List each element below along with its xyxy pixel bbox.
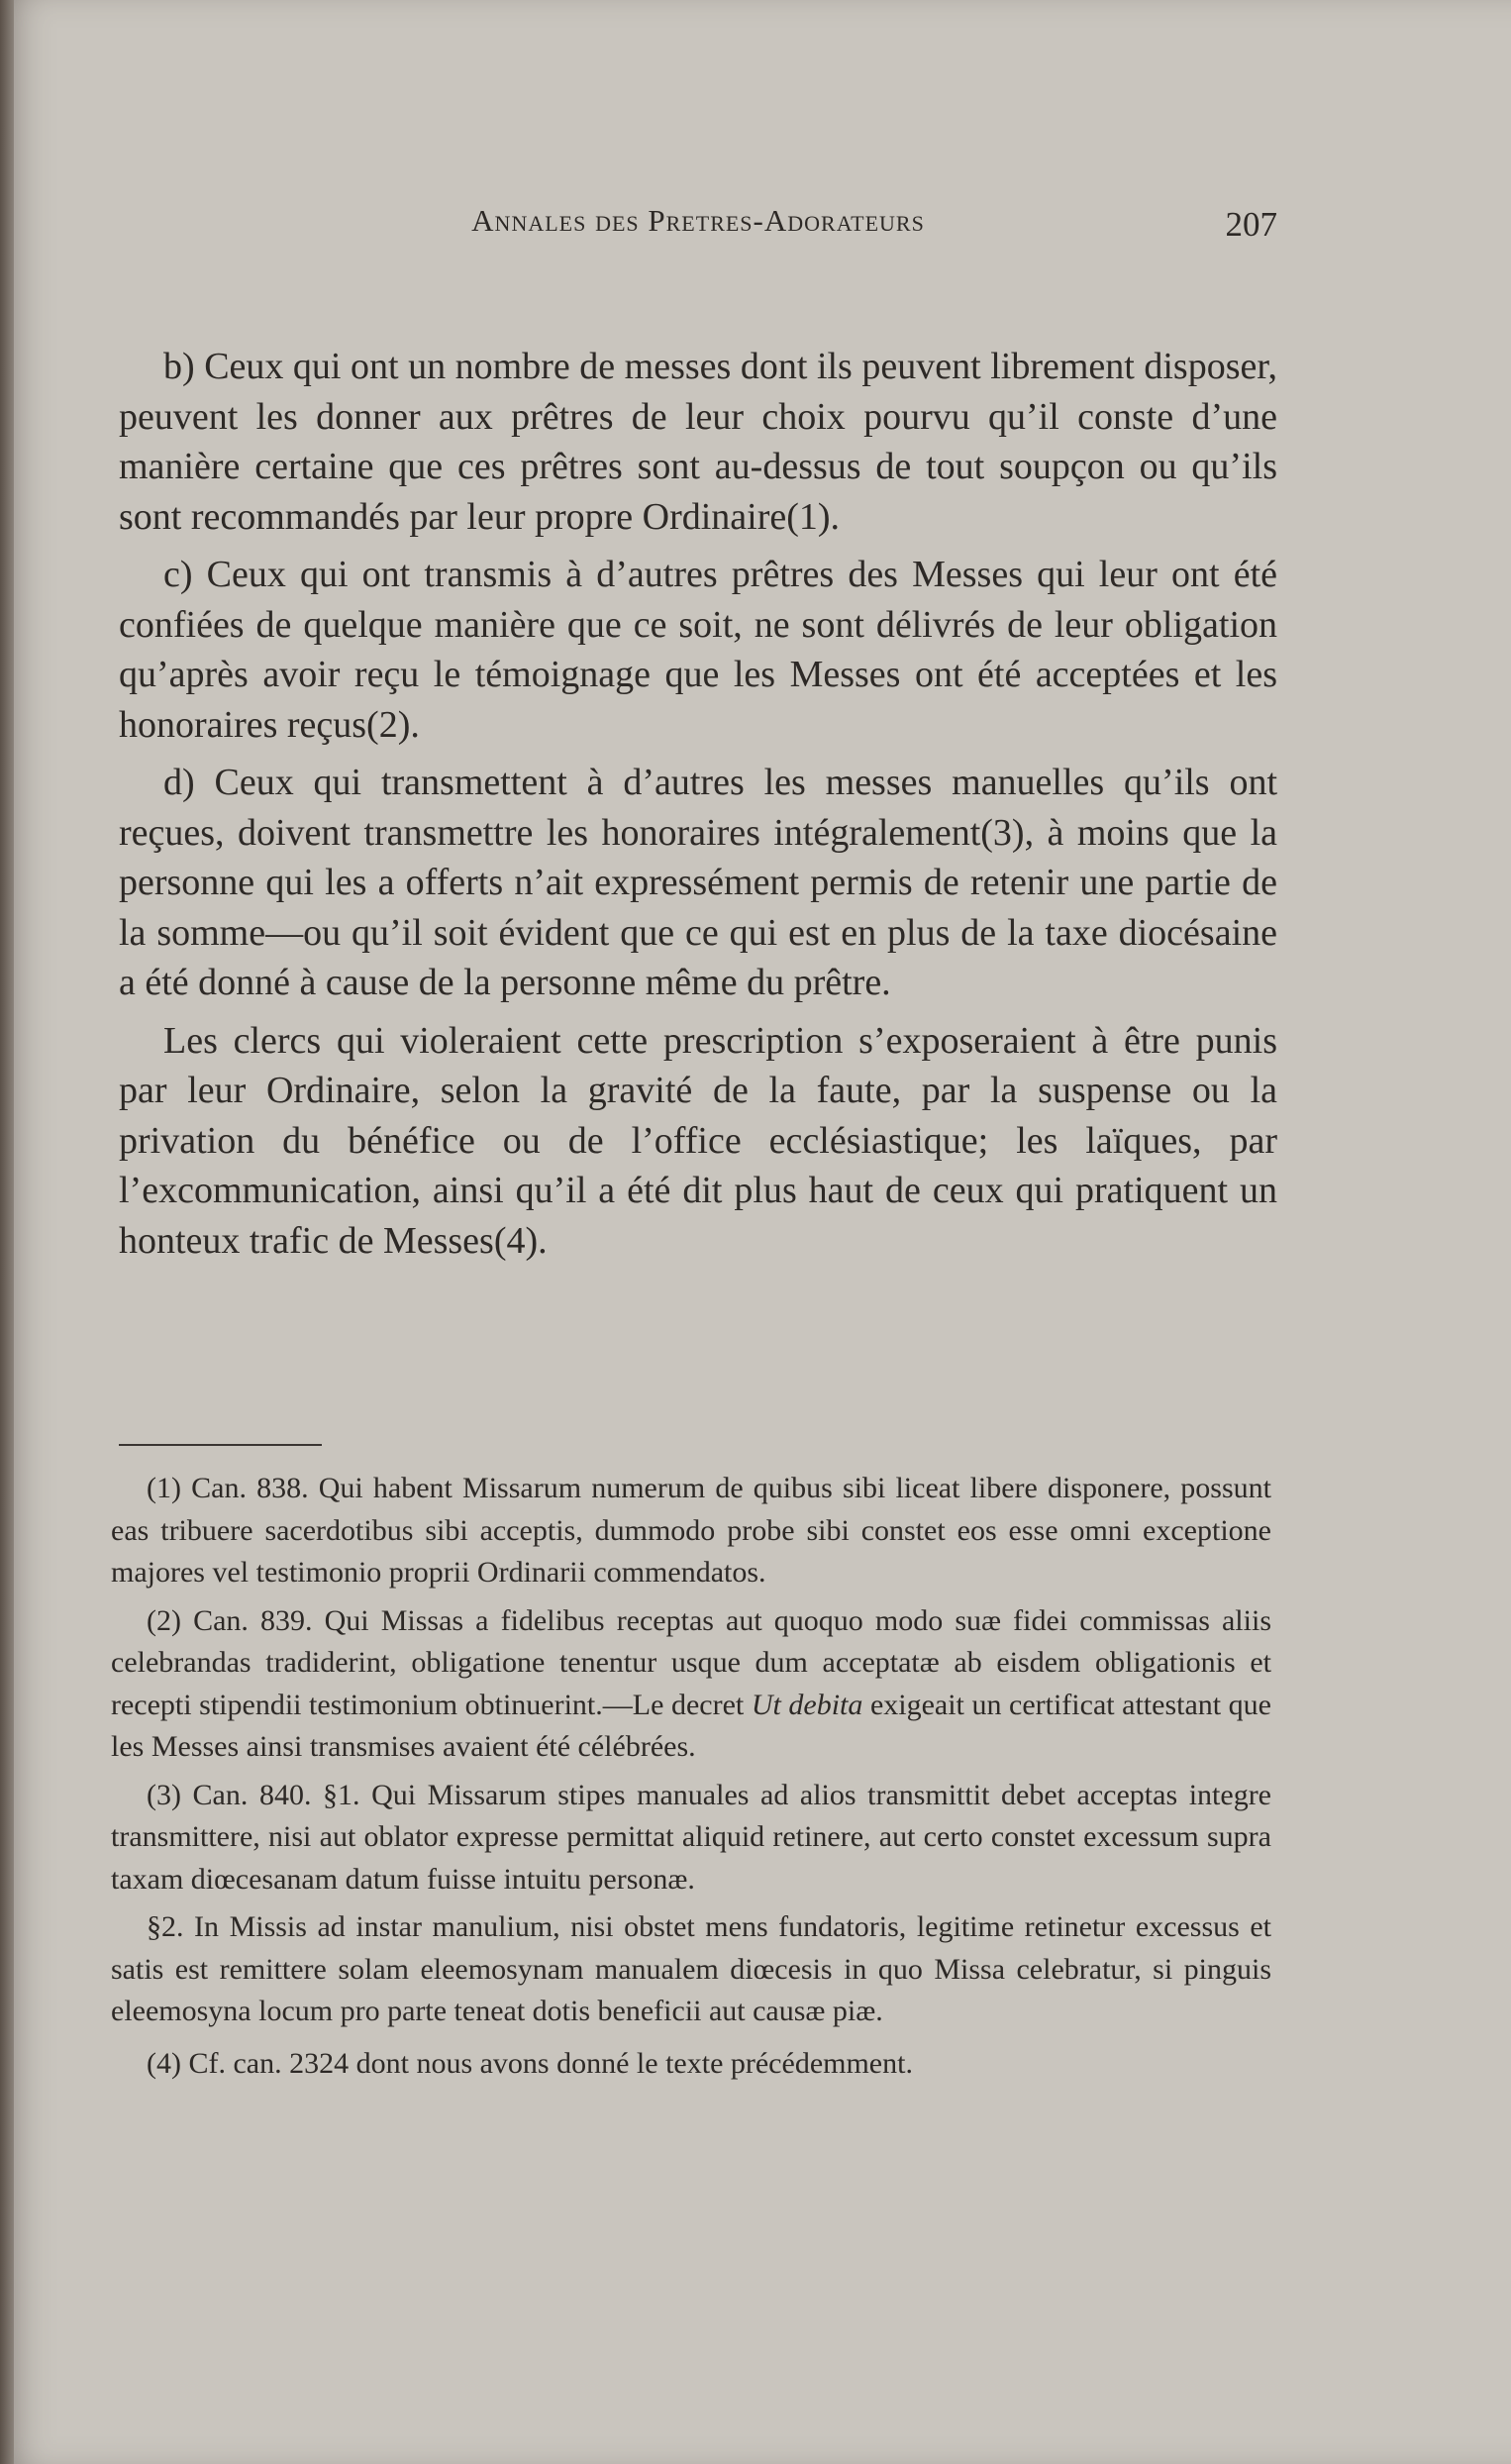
paragraph-b: b) Ceux qui ont un nombre de messes dont ils peuvent librement disposer, peuvent les donner aux prêtres de leur choix pourvu qu’il conste d’une manière certaine que ces prêtres sont au-dessus de tout soupçon ou qu’ils sont recommandés par leur propre Ordinaire(1). <box>119 346 1277 538</box>
footnote-2 <box>111 1600 1271 1769</box>
page-header <box>119 203 1277 262</box>
running-head: Annales des Pretres-Adorateurs <box>471 203 925 238</box>
footnote-3-section-2: §2. In Missis ad instar manulium, nisi obstet mens fundatoris, legitime retinetur excessus et satis est remittere solam eleemosynam manualem diœcesis in quo Missa celebratur, si pinguis eleemosyna locum pro parte teneat dotis beneficii aut causæ piæ. <box>111 1910 1271 2027</box>
footnote-4: (4) Cf. can. 2324 dont nous avons donné le texte précédemment. <box>147 2046 913 2080</box>
footnote-2-italic: Ut debita <box>751 1688 863 1721</box>
footnote-1: (1) Can. 838. Qui habent Missarum numerum de quibus sibi liceat libere disponere, possunt eas tribuere sacerdotibus sibi acceptis, dummodo probe sibi constet eos esse omni exceptione majores vel testimonio proprii Ordinarii commendatos. <box>111 1472 1271 1589</box>
footnote-2-text: (2) Can. 839. Qui Missas a fidelibus receptas aut quoquo modo suæ fidei commissas aliis celebrandas tradiderint, obligatione tenentur usque dum acceptatæ ab eisdem obligationis et recepti stipendii testimonium obtinuerint.—Le decret <box>111 1603 1271 1721</box>
footnote-2-text-end: exigeait un certificat attestant que les Messes ainsi transmises avaient été célébrées. <box>111 1688 1271 1763</box>
footnote-3: (3) Can. 840. §1. Qui Missarum stipes manuales ad alios transmittit debet acceptas integre transmittere, nisi aut oblator expresse permittat aliquid retinere, aut certo constet excessum supra taxam diœcesanam datum fuisse intuitu personæ. <box>111 1778 1271 1896</box>
paragraph-d: d) Ceux qui transmettent à d’autres les messes manuelles qu’ils ont reçues, doivent transmettre les honoraires intégralement(3), à moins que la personne qui les a offerts n’ait expressément permis de retenir une partie de la somme—ou qu’il soit évident que ce qui est en plus de la taxe diocésaine a été donné à cause de la personne même du prêtre. <box>119 762 1277 1003</box>
main-text <box>119 342 1277 1274</box>
footnote-rule <box>119 1444 322 1446</box>
paragraph-sanctions: Les clercs qui violeraient cette prescription s’exposeraient à être punis par leur Ordinaire, selon la gravité de la faute, par la suspense ou la privation du bénéfice ou de l’office ecclésiastique; les laïques, par l’excommunication, ainsi qu’il a été dit plus haut de ceux qui pratiquent un honteux trafic de Messes(4). <box>119 1019 1277 1262</box>
footnotes <box>111 1468 1271 2091</box>
paragraph-c: c) Ceux qui ont transmis à d’autres prêtres des Messes qui leur ont été confiées de quelque manière que ce soit, ne sont délivrés de leur obligation qu’après avoir reçu le témoignage que les Messes ont été acceptées et les honoraires reçus(2). <box>119 554 1277 746</box>
page-number: 207 <box>1225 205 1277 244</box>
